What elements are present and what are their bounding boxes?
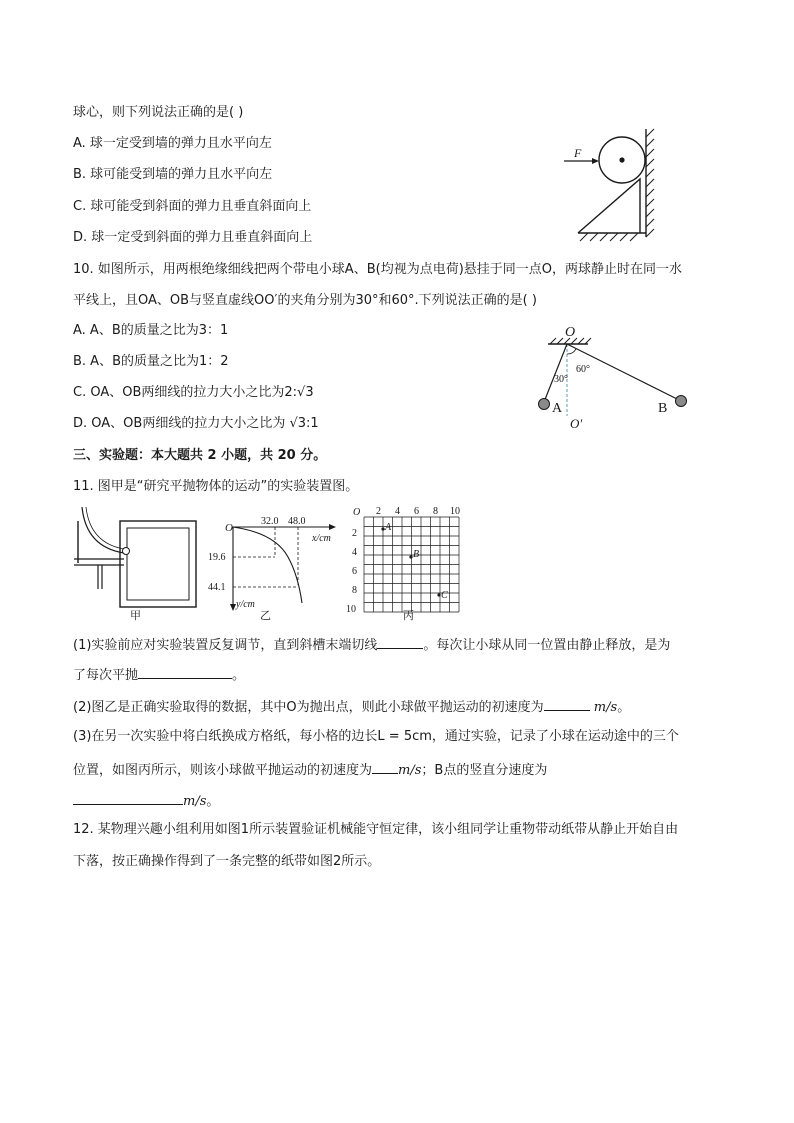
q10-option-a: A. A、B的质量之比为3：1 (73, 323, 229, 338)
bing-x-tick-4: 4 (395, 506, 400, 517)
yi-x-axis-label: x/cm (312, 533, 331, 544)
q11-answer-blank-2[interactable] (138, 664, 232, 679)
q12-line1: 12. 某物理兴趣小组利用如图1所示装置验证机械能守恒定律，该小组同学让重物带动纸带从静止开始自由 (73, 822, 679, 837)
q11-stem: 11. 图甲是“研究平抛物体的运动”的实验装置图。 (73, 479, 359, 494)
bing-point-a: A (385, 522, 392, 533)
q10-angle-b: 60° (576, 364, 590, 375)
q9-option-a: A. 球一定受到墙的弹力且水平向左 (73, 136, 272, 151)
q11-answer-blank-5[interactable] (73, 790, 183, 805)
q11-answer-blank-4[interactable] (372, 759, 398, 774)
q11-answer-blank-1[interactable] (377, 634, 423, 649)
bing-x-tick-2: 2 (376, 506, 381, 517)
apparatus-jia (74, 507, 196, 622)
q9-force-label: F (574, 146, 582, 160)
yi-x-tick-2: 48.0 (288, 516, 306, 527)
q11-figure (70, 503, 470, 629)
q11-part1-line2: 了每次平抛 。 (73, 664, 245, 685)
q10-point-o-prime: O′ (570, 416, 583, 431)
q10-angle-a: 30° (554, 374, 568, 385)
q10-stem-line1: 10. 如图所示，用两根绝缘细线把两个带电小球A、B(均视为点电荷)悬挂于同一点O，两球静止时在同一水 (73, 262, 682, 277)
label-jia: 甲 (130, 610, 141, 622)
trajectory-yi (208, 516, 336, 622)
label-yi: 乙 (260, 610, 271, 622)
bing-x-tick-8: 8 (433, 506, 438, 517)
q10-figure (530, 320, 700, 436)
q11-part1-line1: (1)实验前应对实验装置反复调节，直到斜槽末端切线 。每次让小球从同一位置由静止释放，是为 (73, 634, 670, 655)
q12-line2: 下落，按正确操作得到了一条完整的纸带如图2所示。 (73, 854, 381, 869)
q11-answer-blank-3[interactable] (544, 696, 590, 711)
q11-part3-line1: (3)在另一次实验中将白纸换成方格纸，每小格的边长L = 5cm，通过实验，记录了小球在运动途中的三个 (73, 729, 679, 744)
bing-y-tick-6: 6 (352, 566, 357, 577)
bing-y-tick-10: 10 (346, 604, 356, 615)
bing-x-tick-6: 6 (414, 506, 419, 517)
grid-bing (346, 506, 460, 622)
q10-option-b: B. A、B的质量之比为1：2 (73, 354, 229, 369)
q10-stem-line2: 平线上，且OA、OB与竖直虚线OO′的夹角分别为30°和60°.下列说法正确的是( ) (73, 293, 537, 308)
q11-part3-line3: m/s。 (73, 790, 219, 811)
bing-y-tick-8: 8 (352, 585, 357, 596)
yi-y-tick-2: 44.1 (208, 582, 226, 593)
yi-y-tick-1: 19.6 (208, 552, 226, 563)
q11-part3-line2: 位置，如图丙所示，则该小球做平抛运动的初速度为 m/s；B点的竖直分速度为 (73, 759, 547, 780)
q11-part2: (2)图乙是正确实验取得的数据，其中O为抛出点，则此小球做平抛运动的初速度为 m/s。 (73, 696, 630, 717)
q9-figure (560, 125, 670, 247)
bing-y-tick-2: 2 (352, 528, 357, 539)
label-bing: 丙 (403, 610, 414, 622)
bing-x-tick-10: 10 (450, 506, 460, 517)
bing-point-b: B (413, 549, 420, 560)
q10-point-o: O (565, 325, 576, 340)
bing-point-c: C (441, 590, 448, 601)
yi-y-axis-label: y/cm (236, 599, 255, 610)
q9-option-b: B. 球可能受到墙的弹力且水平向左 (73, 167, 273, 182)
q10-ball-b-label: B (658, 401, 668, 416)
q9-stem-tail: 球心，则下列说法正确的是( ) (73, 105, 244, 120)
q10-ball-a-label: A (552, 401, 563, 416)
q9-option-d: D. 球一定受到斜面的弹力且垂直斜面向上 (73, 230, 313, 245)
yi-x-tick-1: 32.0 (261, 516, 279, 527)
q10-option-c: C. OA、OB两细线的拉力大小之比为2:√3 (73, 385, 314, 400)
section-heading: 三、实验题：本大题共 2 小题，共 20 分。 (73, 448, 327, 463)
q9-option-c: C. 球可能受到斜面的弹力且垂直斜面向上 (73, 199, 312, 214)
q10-option-d: D. OA、OB两细线的拉力大小之比为 √3:1 (73, 416, 319, 431)
bing-y-tick-4: 4 (352, 547, 357, 558)
yi-origin: O (225, 522, 233, 534)
bing-origin: O (353, 507, 361, 518)
